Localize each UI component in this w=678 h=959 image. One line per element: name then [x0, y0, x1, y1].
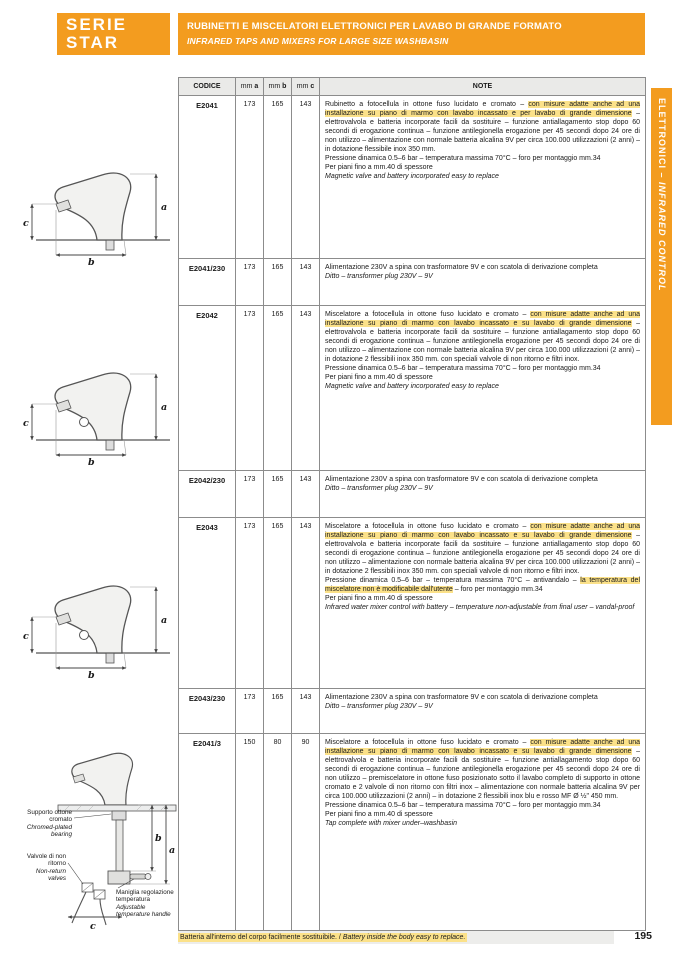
footer-note-band — [178, 931, 614, 944]
note-cell — [320, 734, 646, 931]
mm-b-cell: 165 — [264, 689, 292, 734]
note-italic-text: Ditto – transformer plug 230V – 9V — [325, 703, 433, 710]
callout-handle-label-en: Adjustable temperature handle — [116, 903, 171, 919]
photocell-detail — [80, 631, 89, 640]
note-italic-text: Infrared water mixer control with battery – temperature non-adjustable from final user – vandal-proof — [325, 604, 635, 611]
dim-label-a: a — [161, 402, 168, 413]
page-subtitle: INFRARED TAPS AND MIXERS FOR LARGE SIZE WASHBASIN — [187, 36, 449, 46]
mm-b-cell: 165 — [264, 306, 292, 471]
note-text: Pressione dinamica 0.5–6 bar – temperatura massima 70°C – foro per montaggio mm.34 — [325, 155, 601, 162]
note-text: Pressione dinamica 0.5–6 bar – temperatura massima 70°C – foro per montaggio mm.34 — [325, 365, 601, 372]
side-category-tab — [651, 88, 672, 425]
table-row — [179, 518, 646, 689]
col-header-codice: CODICE — [179, 78, 236, 96]
note-highlight-text: con misure adatte anche ad una installazione su piano di marmo con lavabo incassato e su lavabo di grande dimensione — [325, 739, 641, 755]
series-brand-box — [57, 13, 170, 55]
note-italic-text: Magnetic valve and battery incorporated easy to replace — [325, 383, 499, 390]
dim-label-a: a — [169, 845, 176, 856]
mm-c-cell: 143 — [292, 306, 320, 471]
note-cell — [320, 518, 646, 689]
table-row — [179, 734, 646, 931]
note-cell — [320, 306, 646, 471]
dim-label-b: b — [155, 833, 162, 844]
callout-valves — [18, 853, 66, 883]
col-header-mm-b: mm b — [264, 78, 292, 96]
note-text: Per piani fino a mm.40 di spessore — [325, 164, 433, 171]
note-cell — [320, 689, 646, 734]
callout-support-label-en: Chromed-plated bearing — [26, 823, 72, 839]
callout-valves-label: Valvole di non ritorno — [26, 853, 66, 868]
under-counter-shaft — [116, 820, 123, 871]
code-cell: E2041/3 — [179, 734, 236, 931]
series-name-line2: STAR — [66, 33, 120, 52]
note-text: Pressione dinamica 0.5–6 bar – temperatura massima 70°C – antivandalo – — [325, 577, 581, 584]
table-row — [179, 471, 646, 518]
note-text: Miscelatore a fotocellula in ottone fuso lucidato e cromato – — [325, 311, 531, 318]
faucet-diagram-e2043 — [22, 565, 172, 680]
series-name-line1: SERIE — [66, 15, 128, 34]
table-row — [179, 96, 646, 259]
mm-c-cell: 90 — [292, 734, 320, 931]
callout-handle — [116, 889, 176, 919]
dim-label-b: b — [88, 257, 95, 267]
faucet-diagram-e2041-3 — [18, 733, 178, 933]
code-cell: E2041/230 — [179, 259, 236, 306]
note-text: Per piani fino a mm.40 di spessore — [325, 595, 433, 602]
note-text: Miscelatore a fotocellula in ottone fuso lucidato e cromato – — [325, 739, 531, 746]
mm-c-cell: 143 — [292, 689, 320, 734]
mm-a-cell: 173 — [236, 518, 264, 689]
mm-a-cell: 173 — [236, 471, 264, 518]
col-header-note: NOTE — [320, 78, 646, 96]
footer-note-en: Battery inside the body easy to replace. — [342, 934, 466, 941]
col-header-mm-c: mm c — [292, 78, 320, 96]
faucet-drawing — [22, 152, 172, 267]
faucet-diagram-e2042 — [22, 352, 172, 467]
product-table — [178, 77, 646, 931]
mm-a-cell: 150 — [236, 734, 264, 931]
mm-b-cell: 165 — [264, 471, 292, 518]
table-header-row — [179, 78, 646, 96]
faucet-drawing — [22, 565, 172, 680]
note-italic-text: Magnetic valve and battery incorporated easy to replace — [325, 173, 499, 180]
dim-label-b: b — [88, 457, 95, 467]
table-body — [179, 96, 646, 931]
note-text: Per piani fino a mm.40 di spessore — [325, 374, 433, 381]
counter-plate — [58, 805, 176, 811]
mm-b-cell: 80 — [264, 734, 292, 931]
faucet-drawing — [22, 352, 172, 467]
mm-b-cell: 165 — [264, 96, 292, 259]
note-highlight-text: con misure adatte anche ad una installazione su piano di marmo con lavabo incassato e su lavabo di grande dimensione — [325, 523, 641, 539]
callout-handle-label: Maniglia regolazione temperatura — [116, 889, 174, 904]
note-text: – elettrovalvola e batteria incorporate facili da sostituire – funzione antiallagamento stop dopo 60 secondi di erogazione continua – funzione antilegionella erogazione per 45 secondi dopo 24 ore di non utilizzo – alimentazione con normale batteria alcalina 9V per circa 100.000 utilizzazioni (2 anni) – in dotazione flessibile inox 350 mm. — [325, 110, 640, 153]
chromed-bearing — [112, 811, 126, 820]
note-text: Per piani fino a mm.40 di spessore — [325, 811, 433, 818]
dim-label-c: c — [23, 418, 29, 429]
dim-label-c: c — [23, 631, 29, 642]
page-number: 195 — [634, 930, 652, 942]
dim-label-c: c — [23, 218, 29, 229]
flexible-hose-1 — [72, 892, 86, 923]
mm-b-cell: 165 — [264, 518, 292, 689]
note-highlight-text: con misure adatte anche ad una installazione su piano di marmo con lavabo incassato e per lavabo di grande dimensione — [325, 101, 641, 117]
note-highlight-text: la temperatura del miscelatore non è modificabile dall'utente — [325, 577, 640, 593]
note-cell — [320, 96, 646, 259]
code-cell: E2042 — [179, 306, 236, 471]
note-text: Alimentazione 230V a spina con trasformatore 9V e con scatola di derivazione completa — [325, 264, 598, 271]
page-header — [178, 13, 645, 55]
faucet-diagram-e2041 — [22, 152, 172, 267]
photocell-detail — [80, 418, 89, 427]
table-row — [179, 689, 646, 734]
mm-a-cell: 173 — [236, 689, 264, 734]
note-italic-text: Tap complete with mixer under–washbasin — [325, 820, 458, 827]
dim-label-b: b — [88, 670, 95, 680]
code-cell: E2042/230 — [179, 471, 236, 518]
page-title: RUBINETTI E MISCELATORI ELETTRONICI PER LAVABO DI GRANDE FORMATO — [187, 21, 562, 32]
callout-valves-label-en: Non-return valves — [35, 867, 66, 883]
footer-note-it: Batteria all'interno del corpo facilmente sostituibile. / — [180, 934, 343, 941]
temperature-handle — [130, 874, 146, 879]
callout-support — [18, 809, 72, 839]
table-row — [179, 259, 646, 306]
footer-note — [178, 933, 467, 942]
mm-c-cell: 143 — [292, 471, 320, 518]
note-text: – elettrovalvola e batteria incorporate facili da sostituire – funzione antiallagamento stop dopo 60 secondi di erogazione continua – funzione antilegionella erogazione per 45 secondi dopo 24 ore di non utilizzo – alimentazione con normale batteria alcalina 9V per circa 100.000 utilizzazioni (2 anni) – in dotazione 2 flessibili inox 350 mm. con speciali valvole di non ritorno e filtri inox. — [325, 532, 641, 575]
mm-c-cell: 143 — [292, 96, 320, 259]
mm-a-cell: 173 — [236, 259, 264, 306]
note-text: Miscelatore a fotocellula in ottone fuso lucidato e cromato – — [325, 523, 531, 530]
dim-label-a: a — [161, 615, 168, 626]
mm-b-cell: 165 — [264, 259, 292, 306]
note-text: Rubinetto a fotocellula in ottone fuso lucidato e cromato – — [325, 101, 529, 108]
code-cell: E2041 — [179, 96, 236, 259]
note-cell — [320, 471, 646, 518]
note-text: – elettrovalvola e batteria incorporate facili da sostituire – funzione antiallagamento stop dopo 60 secondi di erogazione continua – funzione antilegionella erogazione per 45 secondi dopo 24 ore di non utilizzo – alimentazione con normale batteria alcalina 9V per circa 100.000 utilizzazioni (2 anni) – in dotazione 2 flessibili inox 350 mm. con speciali valvole di non ritorno e filtri inox. — [325, 320, 641, 363]
premixer-body — [108, 871, 130, 884]
col-header-mm-a: mm a — [236, 78, 264, 96]
mm-c-cell: 143 — [292, 518, 320, 689]
note-italic-text: Ditto – transformer plug 230V – 9V — [325, 273, 433, 280]
dim-label-c: c — [90, 921, 96, 932]
note-text: Pressione dinamica 0.5–6 bar – temperatura massima 70°C – foro per montaggio mm.34 — [325, 802, 601, 809]
table-row — [179, 306, 646, 471]
callout-support-label: Supporto ottone cromato — [27, 809, 72, 824]
note-highlight-text: con misure adatte anche ad una installazione su piano di marmo con lavabo incassato e su lavabo di grande dimensione — [325, 311, 641, 327]
note-italic-text: Ditto – transformer plug 230V – 9V — [325, 485, 433, 492]
mm-c-cell: 143 — [292, 259, 320, 306]
dim-label-a: a — [161, 202, 168, 213]
note-text: – elettrovalvola e batteria incorporate facili da sostituire – funzione antiallagamento stop dopo 60 secondi di erogazione continua – funzione antilegionella erogazione per 45 secondi dopo 24 ore di non utilizzo – premiscelatore in ottone fuso posizionato sotto il lavabo completo di supporto in ottone cromato e 2 valvole di non ritorno con filtri inox – alimentazione con normale batteria alcalina 9V per circa 100.000 utilizzazioni (2 anni) – in dotazione 2 flessibili inox blu e rosso MF Ø ½" 450 mm. — [325, 748, 641, 800]
note-text: – foro per montaggio mm.34 — [452, 586, 543, 593]
flexible-hose-2 — [100, 899, 106, 925]
note-text: Alimentazione 230V a spina con trasformatore 9V e con scatola di derivazione completa — [325, 694, 598, 701]
mm-a-cell: 173 — [236, 96, 264, 259]
code-cell: E2043 — [179, 518, 236, 689]
side-tab-category-en: INFRARED CONTROL — [657, 182, 667, 292]
note-text: Alimentazione 230V a spina con trasformatore 9V e con scatola di derivazione completa — [325, 476, 598, 483]
note-cell — [320, 259, 646, 306]
mm-a-cell: 173 — [236, 306, 264, 471]
side-tab-category: ELETTRONICI – — [657, 98, 667, 183]
code-cell: E2043/230 — [179, 689, 236, 734]
